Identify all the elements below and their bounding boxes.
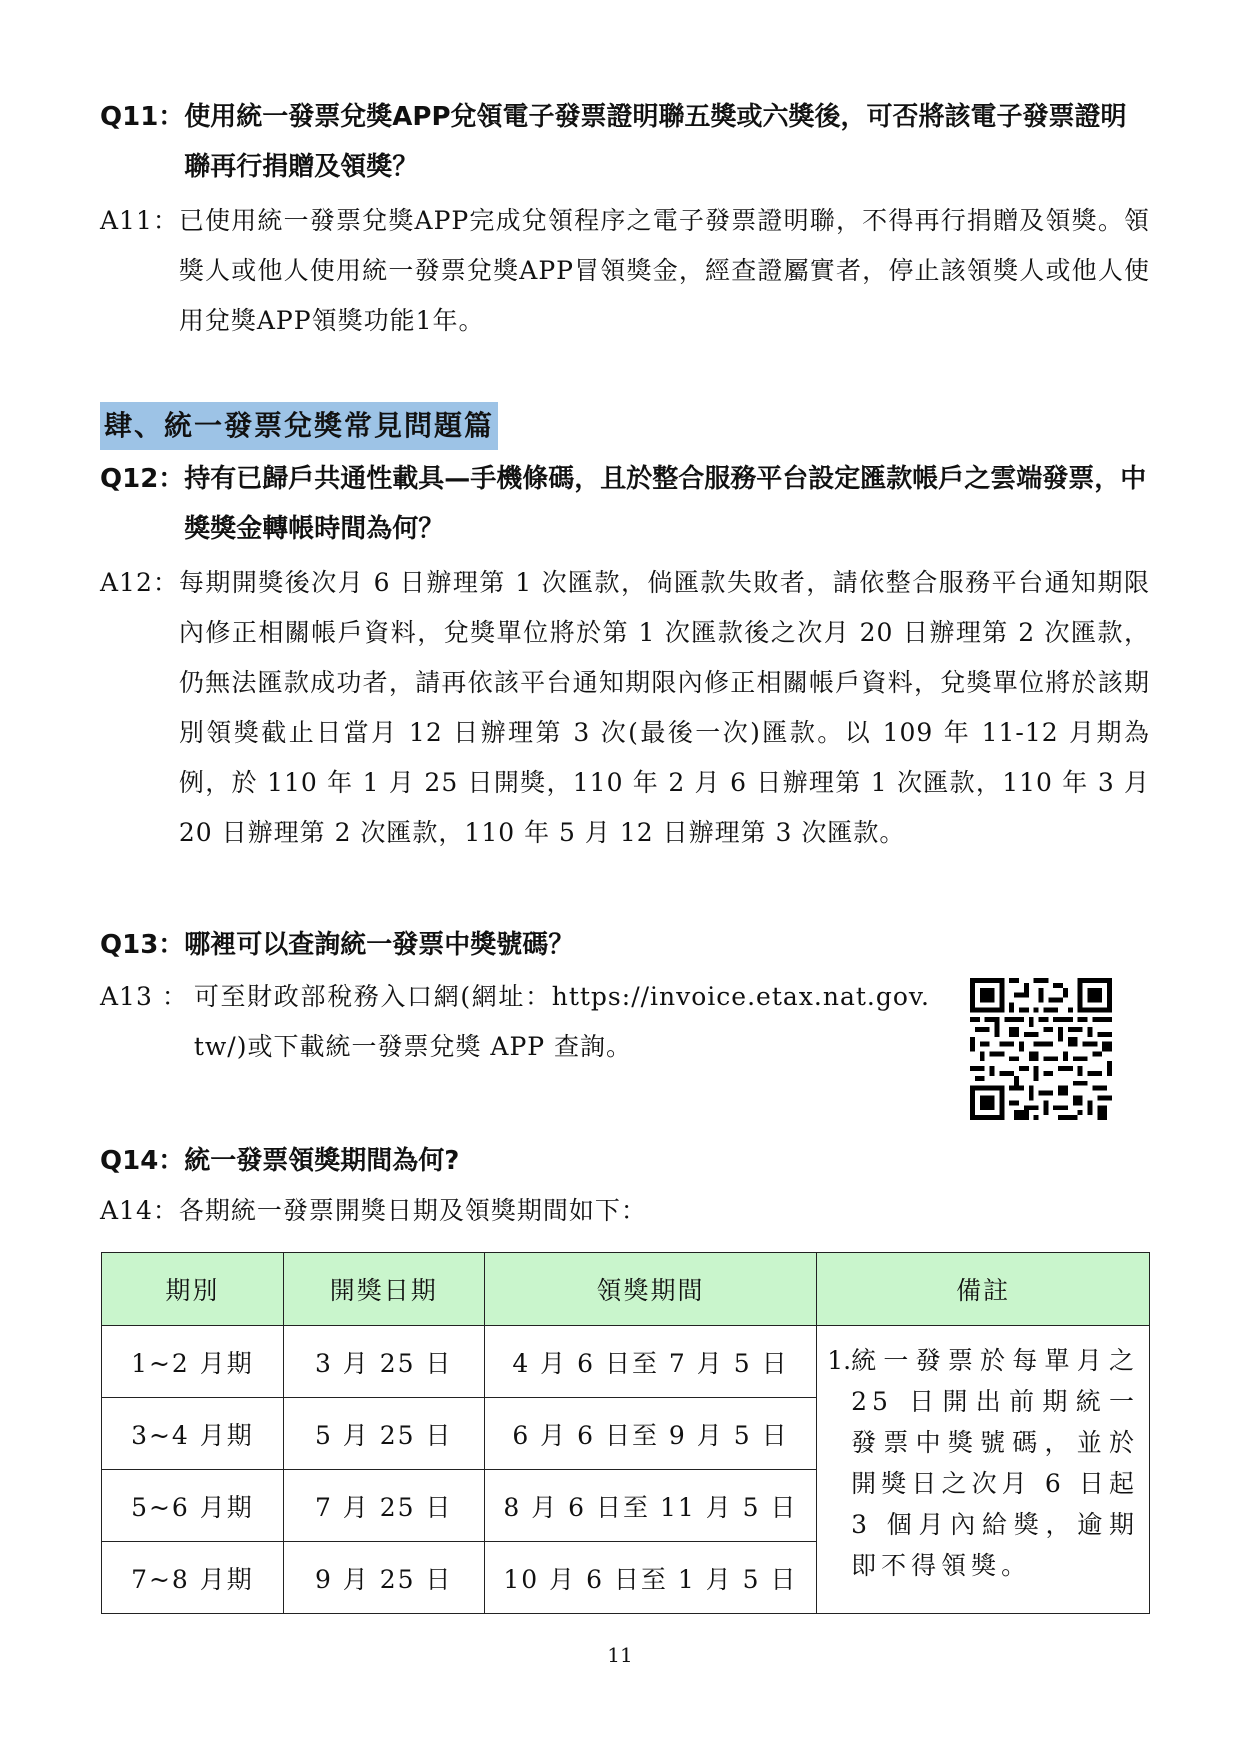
answer-13	[100, 972, 930, 1072]
answer-text: 可至財政部稅務入口網(網址：https://invoice.etax.nat.gov.tw/)或下載統一發票兌獎 APP 查詢。	[193, 982, 930, 1061]
answer-text: 已使用統一發票兌獎APP完成兌領程序之電子發票證明聯，不得再行捐贈及領獎。領獎人或他人使用統一發票兌獎APP冒領獎金，經查證屬實者，停止該領獎人或他人使用兌獎APP領獎功能1年。	[178, 206, 1150, 335]
section-heading: 肆、統一發票兌獎常見問題篇	[100, 402, 498, 450]
remark-item	[827, 1340, 1139, 1586]
faq-q14-block	[100, 1136, 1150, 1236]
cell-draw-date: 7 月 25 日	[283, 1470, 484, 1542]
answer-12	[100, 558, 1150, 858]
cell-period: 5~6 月期	[102, 1470, 284, 1542]
answer-11	[100, 196, 1150, 346]
qr-code-icon[interactable]	[970, 978, 1112, 1120]
question-label: Q14：	[100, 1146, 185, 1176]
answer-text: 各期統一發票開獎日期及領獎期間如下：	[178, 1196, 647, 1225]
question-text: 統一發票領獎期間為何?	[184, 1146, 460, 1176]
question-text: 持有已歸戶共通性載具—手機條碼，且於整合服務平台設定匯款帳戶之雲端發票，中獎獎金轉帳時間為何？	[184, 464, 1147, 544]
cell-period: 3~4 月期	[102, 1398, 284, 1470]
question-label: Q13：	[100, 930, 185, 960]
page-number: 11	[607, 1643, 633, 1667]
question-12	[100, 454, 1150, 554]
cell-draw-date: 5 月 25 日	[283, 1398, 484, 1470]
remark-text: 統一發票於每單月之 25 日開出前期統一發票中獎號碼，並於開獎日之次月 6 日起 3 個月內給獎，逾期即不得領獎。	[851, 1346, 1139, 1580]
question-label: Q12：	[100, 464, 185, 494]
answer-14	[100, 1186, 1150, 1236]
cell-claim-period: 8 月 6 日至 11 月 5 日	[484, 1470, 817, 1542]
faq-q11-block	[100, 92, 1150, 346]
question-text: 使用統一發票兌獎APP兌領電子發票證明聯五獎或六獎後，可否將該電子發票證明聯再行捐贈及領獎？	[184, 102, 1127, 182]
answer-text: 每期開獎後次月 6 日辦理第 1 次匯款，倘匯款失敗者，請依整合服務平台通知期限內修正相關帳戶資料，兌獎單位將於第 1 次匯款後之次月 20 日辦理第 2 次匯款，仍無法匯款成功者，請再依該平台通知期限內修正相關帳戶資料，兌獎單位將於該期別領獎截止日當月 12 日辦理第 3 次(最後一次)匯款。以 109 年 11-12 月期為例，於 110 年 1 月 25 日開獎，110 年 2 月 6 日辦理第 1 次匯款，110 年 3 月 20 日辦理第 2 次匯款，110 年 5 月 12 日辦理第 3 次匯款。	[178, 568, 1150, 847]
question-13	[100, 920, 930, 970]
cell-claim-period: 4 月 6 日至 7 月 5 日	[484, 1326, 817, 1398]
answer-label: A13 ：	[100, 982, 188, 1011]
cell-remarks	[817, 1326, 1150, 1614]
cell-draw-date: 9 月 25 日	[283, 1542, 484, 1614]
column-header-period: 期別	[102, 1253, 284, 1326]
column-header-draw-date: 開獎日期	[283, 1253, 484, 1326]
faq-q12-block	[100, 454, 1150, 858]
question-label: Q11：	[100, 102, 185, 132]
remark-number: 1.	[827, 1346, 852, 1375]
faq-q13-block	[100, 920, 930, 1072]
answer-label: A11：	[100, 206, 179, 235]
table-row	[102, 1326, 1150, 1398]
column-header-remarks: 備註	[817, 1253, 1150, 1326]
cell-draw-date: 3 月 25 日	[283, 1326, 484, 1398]
question-text: 哪裡可以查詢統一發票中獎號碼？	[184, 930, 575, 960]
question-14	[100, 1136, 1150, 1186]
cell-claim-period: 10 月 6 日至 1 月 5 日	[484, 1542, 817, 1614]
cell-claim-period: 6 月 6 日至 9 月 5 日	[484, 1398, 817, 1470]
question-11	[100, 92, 1150, 192]
cell-period: 1~2 月期	[102, 1326, 284, 1398]
answer-label: A12：	[100, 568, 179, 597]
table-header-row	[102, 1253, 1150, 1326]
prize-period-table	[101, 1252, 1150, 1614]
answer-label: A14：	[100, 1196, 179, 1225]
cell-period: 7~8 月期	[102, 1542, 284, 1614]
column-header-claim-period: 領獎期間	[484, 1253, 817, 1326]
